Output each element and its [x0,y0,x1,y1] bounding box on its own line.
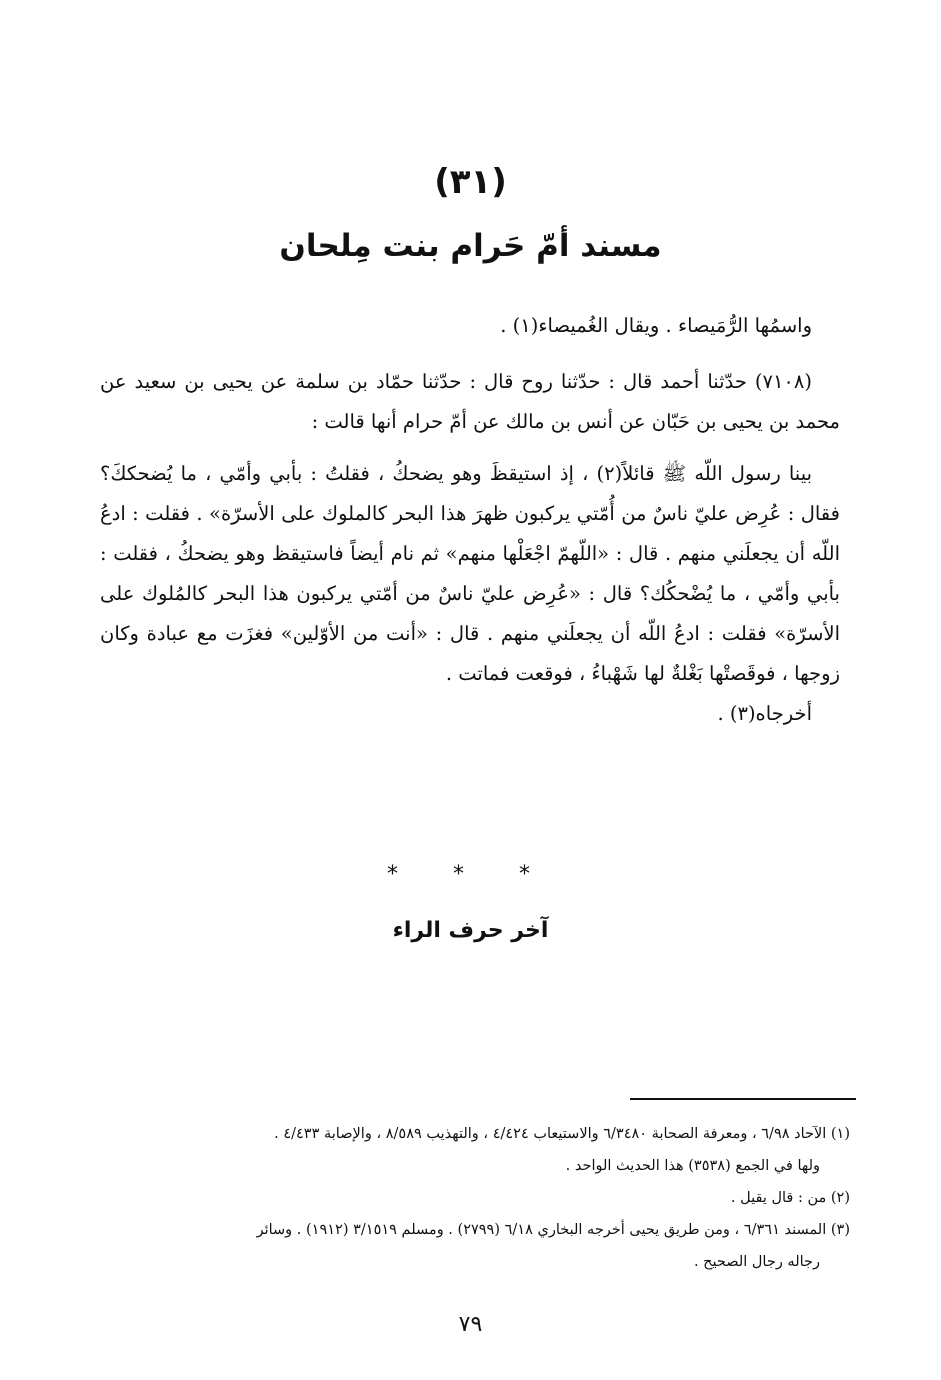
hadith-takhrij: أخرجاه(٣) . [717,702,812,725]
hadith-isnad: (٧١٠٨) حدّثنا أحمد قال : حدّثنا روح قال : حدّثنا حمّاد بن سلمة عن يحيى بن سعيد عن محمد بن يحيى بن حَبّان عن أنس بن مالك عن أمّ حرام أنها قالت : [100,370,840,433]
end-of-letter-title: آخر حرف الراء [392,918,549,943]
footnote-1: (١) الآحاد ٦/٩٨ ، ومعرفة الصحابة ٦/٣٤٨٠ والاستيعاب ٤/٤٢٤ ، والتهذيب ٨/٥٨٩ ، والإصابة ٤/٤٣٣ . [274,1126,850,1142]
hadith-block [100,362,840,734]
section-title: مسند أمّ حَرام بنت مِلحان [279,228,662,264]
intro-text: واسمُها الرُّمَيصاء . ويقال الغُميصاء(١) . [500,314,812,337]
page-number: ٧٩ [458,1312,483,1337]
footnote-2: (٢) من : قال يقيل . [730,1190,850,1206]
footnotes [100,1118,850,1278]
footnote-1-continued: ولها في الجمع (٣٥٣٨) هذا الحديث الواحد . [565,1158,820,1174]
footnote-3-continued: رجاله رجال الصحيح . [693,1254,820,1270]
footnote-3: (٣) المسند ٦/٣٦١ ، ومن طريق يحيى أخرجه البخاري ٦/١٨ (٢٧٩٩) . ومسلم ٣/١٥١٩ (١٩١٢) . وسائر [256,1222,850,1238]
separator-stars: * * * [387,862,554,887]
section-number: (٣١) [434,162,507,202]
hadith-matn: بينا رسول اللّه ﷺ قائلاً(٢) ، إذ استيقظَ وهو يضحكُ ، فقلتُ : بأبي وأمّي ، ما يُضحككَ؟ فقال : عُرِض عليّ ناسٌ من أُمّتي يركبون ظهرَ هذا البحر كالملوك على الأسرّة» . فقلت : ادعُ اللّه أن يجعلَني منهم . قال : «اللّهمّ اجْعَلْها منهم» ثم نام أيضاً فاستيقظ وهو يضحكُ ، فقلت : بأبي وأمّي ، ما يُضْحكُك؟ قال : «عُرِض عليّ ناسٌ من أمّتي يركبون هذا البحر كالمُلوك على الأسرّة» فقلت : ادعُ اللّه أن يجعلَني منهم . قال : «أنت من الأوّلين» فغزَت مع عبادة وكان زوجها ، فوقَصتْها بَغْلةٌ لها شَهْباءُ ، فوقعت فماتت . [100,462,840,685]
footnote-divider [630,1098,856,1100]
